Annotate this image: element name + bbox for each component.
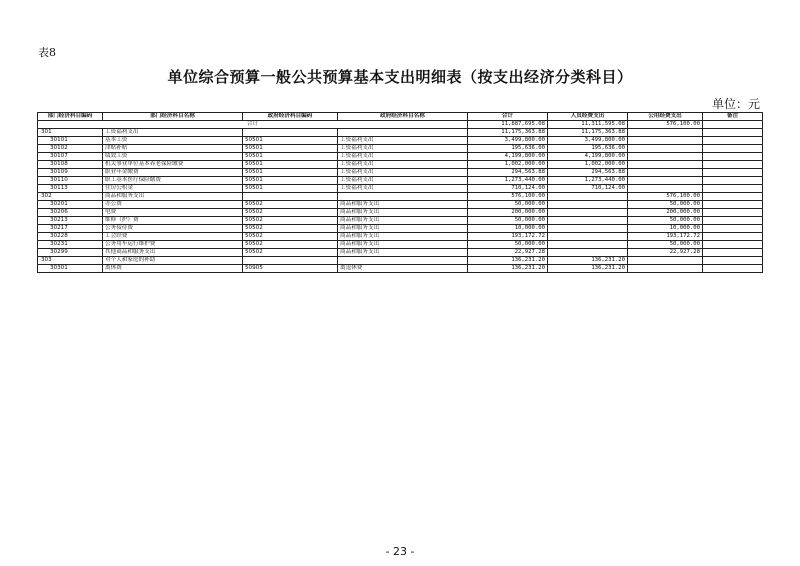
cell-gov-code: 50501 xyxy=(243,177,338,185)
cell-public xyxy=(628,129,703,137)
cell-personnel xyxy=(548,217,628,225)
table-row xyxy=(38,129,763,137)
cell-dept-code: 303 xyxy=(38,257,103,265)
cell-public xyxy=(628,185,703,193)
page-title: 单位综合预算一般公共预算基本支出明细表（按支出经济分类科目） xyxy=(167,68,633,86)
cell-public xyxy=(628,169,703,177)
cell-personnel: 3,499,800.00 xyxy=(548,137,628,145)
cell-dept-code: 30301 xyxy=(38,265,103,273)
cell-dept-name: 离休费 xyxy=(103,265,243,273)
cell-gov-name xyxy=(338,129,468,137)
cell-dept-name: 维修（护）费 xyxy=(103,217,243,225)
header-row xyxy=(38,113,763,121)
cell-gov-code: 50502 xyxy=(243,209,338,217)
cell-total: 50,000.00 xyxy=(468,201,548,209)
cell-personnel: 195,636.00 xyxy=(548,145,628,153)
cell-note xyxy=(703,249,763,257)
header-public: 公用经费支出 xyxy=(628,113,703,121)
cell-note xyxy=(703,241,763,249)
cell-note xyxy=(703,193,763,201)
table-row xyxy=(38,201,763,209)
cell-gov-code: 50905 xyxy=(243,265,338,273)
cell-dept-name: 津贴补贴 xyxy=(103,145,243,153)
cell-gov-code: 50502 xyxy=(243,217,338,225)
table-row xyxy=(38,169,763,177)
cell-total: 4,199,800.00 xyxy=(468,153,548,161)
cell-gov-name: 商品和服务支出 xyxy=(338,249,468,257)
cell-public xyxy=(628,153,703,161)
cell-total: 3,499,800.00 xyxy=(468,137,548,145)
cell-note xyxy=(703,265,763,273)
cell-note xyxy=(703,145,763,153)
cell-gov-name: 工资福利支出 xyxy=(338,161,468,169)
total-note xyxy=(703,121,763,129)
cell-gov-code: 50501 xyxy=(243,153,338,161)
cell-dept-code: 30101 xyxy=(38,137,103,145)
total-personnel: 11,311,595.08 xyxy=(548,121,628,129)
table-row xyxy=(38,177,763,185)
cell-note xyxy=(703,225,763,233)
cell-note xyxy=(703,217,763,225)
table-row xyxy=(38,145,763,153)
table-row xyxy=(38,137,763,145)
cell-dept-code: 30217 xyxy=(38,225,103,233)
cell-note xyxy=(703,233,763,241)
cell-public xyxy=(628,257,703,265)
header-personnel: 人员经费支出 xyxy=(548,113,628,121)
total-row xyxy=(38,121,763,129)
cell-public xyxy=(628,177,703,185)
cell-dept-name: 绩效工资 xyxy=(103,153,243,161)
cell-public: 193,172.72 xyxy=(628,233,703,241)
header-dept-code: 部门经济科目编码 xyxy=(38,113,103,121)
cell-total: 1,273,440.00 xyxy=(468,177,548,185)
table-row xyxy=(38,265,763,273)
cell-gov-code: 50502 xyxy=(243,225,338,233)
cell-gov-name: 工资福利支出 xyxy=(338,145,468,153)
cell-personnel xyxy=(548,193,628,201)
cell-personnel: 136,231.20 xyxy=(548,257,628,265)
table-row xyxy=(38,185,763,193)
cell-personnel: 294,563.88 xyxy=(548,169,628,177)
table-row xyxy=(38,257,763,265)
page-number: - 23 - xyxy=(385,545,415,558)
cell-gov-name: 工资福利支出 xyxy=(338,185,468,193)
cell-gov-code: 50501 xyxy=(243,161,338,169)
cell-personnel xyxy=(548,201,628,209)
cell-dept-name: 商品和服务支出 xyxy=(103,193,243,201)
cell-gov-code xyxy=(243,257,338,265)
table-label: 表8 xyxy=(38,46,56,59)
cell-total: 50,000.00 xyxy=(468,217,548,225)
cell-gov-code: 50501 xyxy=(243,185,338,193)
total-label: 合计 xyxy=(38,121,468,129)
cell-dept-name: 住房公积金 xyxy=(103,185,243,193)
cell-dept-code: 30213 xyxy=(38,217,103,225)
header-note: 备注 xyxy=(703,113,763,121)
cell-gov-name: 商品和服务支出 xyxy=(338,225,468,233)
cell-personnel: 710,124.00 xyxy=(548,185,628,193)
cell-total: 1,002,000.00 xyxy=(468,161,548,169)
cell-gov-name: 商品和服务支出 xyxy=(338,201,468,209)
cell-personnel xyxy=(548,209,628,217)
cell-dept-name: 工会经费 xyxy=(103,233,243,241)
cell-gov-code: 50502 xyxy=(243,249,338,257)
table-row xyxy=(38,241,763,249)
budget-table xyxy=(37,112,763,273)
cell-note xyxy=(703,153,763,161)
cell-gov-code: 50501 xyxy=(243,137,338,145)
cell-dept-name: 办公费 xyxy=(103,201,243,209)
cell-public: 10,000.00 xyxy=(628,225,703,233)
cell-public: 576,100.00 xyxy=(628,193,703,201)
cell-personnel: 4,199,800.00 xyxy=(548,153,628,161)
cell-note xyxy=(703,129,763,137)
unit-label: 单位：元 xyxy=(711,97,760,111)
cell-dept-name: 职工基本医疗保险缴费 xyxy=(103,177,243,185)
table-row xyxy=(38,217,763,225)
cell-total: 576,100.00 xyxy=(468,193,548,201)
cell-dept-code: 30113 xyxy=(38,185,103,193)
cell-gov-name xyxy=(338,257,468,265)
cell-gov-name xyxy=(338,193,468,201)
cell-total: 136,231.20 xyxy=(468,265,548,273)
cell-total: 10,000.00 xyxy=(468,225,548,233)
table-row xyxy=(38,153,763,161)
cell-gov-code: 50502 xyxy=(243,201,338,209)
cell-public: 22,927.28 xyxy=(628,249,703,257)
cell-gov-name: 工资福利支出 xyxy=(338,137,468,145)
cell-total: 200,000.00 xyxy=(468,209,548,217)
cell-dept-code: 30102 xyxy=(38,145,103,153)
cell-note xyxy=(703,209,763,217)
cell-dept-code: 30299 xyxy=(38,249,103,257)
total-amount: 11,887,695.08 xyxy=(468,121,548,129)
cell-note xyxy=(703,185,763,193)
table-row xyxy=(38,209,763,217)
cell-dept-code: 30201 xyxy=(38,201,103,209)
cell-note xyxy=(703,257,763,265)
cell-gov-code: 50501 xyxy=(243,145,338,153)
cell-total: 193,172.72 xyxy=(468,233,548,241)
cell-note xyxy=(703,137,763,145)
cell-gov-code: 50501 xyxy=(243,169,338,177)
cell-personnel: 11,175,363.88 xyxy=(548,129,628,137)
cell-personnel xyxy=(548,241,628,249)
cell-total: 136,231.20 xyxy=(468,257,548,265)
header-gov-code: 政府经济科目编码 xyxy=(243,113,338,121)
cell-dept-code: 30228 xyxy=(38,233,103,241)
cell-dept-name: 工资福利支出 xyxy=(103,129,243,137)
cell-note xyxy=(703,201,763,209)
table-row xyxy=(38,233,763,241)
cell-gov-name: 工资福利支出 xyxy=(338,169,468,177)
cell-gov-code xyxy=(243,193,338,201)
cell-dept-name: 对个人和家庭的补助 xyxy=(103,257,243,265)
cell-personnel xyxy=(548,225,628,233)
cell-dept-code: 30110 xyxy=(38,177,103,185)
table-row xyxy=(38,161,763,169)
cell-dept-code: 30231 xyxy=(38,241,103,249)
cell-dept-code: 301 xyxy=(38,129,103,137)
cell-dept-name: 职业年金缴费 xyxy=(103,169,243,177)
cell-gov-name: 工资福利支出 xyxy=(338,177,468,185)
table-row xyxy=(38,249,763,257)
cell-dept-name: 其他商品和服务支出 xyxy=(103,249,243,257)
cell-note xyxy=(703,161,763,169)
cell-public: 50,000.00 xyxy=(628,241,703,249)
header-dept-name: 部门经济科目名称 xyxy=(103,113,243,121)
header-gov-name: 政府经济科目名称 xyxy=(338,113,468,121)
cell-gov-name: 商品和服务支出 xyxy=(338,209,468,217)
cell-dept-code: 30206 xyxy=(38,209,103,217)
cell-dept-code: 30109 xyxy=(38,169,103,177)
cell-dept-code: 30107 xyxy=(38,153,103,161)
cell-public xyxy=(628,161,703,169)
cell-dept-name: 公务用车运行维护费 xyxy=(103,241,243,249)
cell-personnel xyxy=(548,249,628,257)
cell-note xyxy=(703,169,763,177)
cell-total: 294,563.88 xyxy=(468,169,548,177)
cell-personnel: 1,273,440.00 xyxy=(548,177,628,185)
table-row xyxy=(38,193,763,201)
cell-public: 50,000.00 xyxy=(628,201,703,209)
cell-gov-name: 商品和服务支出 xyxy=(338,241,468,249)
cell-public: 200,000.00 xyxy=(628,209,703,217)
total-public: 576,100.00 xyxy=(628,121,703,129)
cell-public: 50,000.00 xyxy=(628,217,703,225)
cell-personnel: 1,002,000.00 xyxy=(548,161,628,169)
cell-personnel: 136,231.20 xyxy=(548,265,628,273)
cell-public xyxy=(628,137,703,145)
cell-gov-code: 50502 xyxy=(243,241,338,249)
table-row xyxy=(38,225,763,233)
cell-gov-name: 工资福利支出 xyxy=(338,153,468,161)
cell-gov-code: 50502 xyxy=(243,233,338,241)
cell-gov-name: 离退休费 xyxy=(338,265,468,273)
cell-total: 22,927.28 xyxy=(468,249,548,257)
cell-dept-name: 公务接待费 xyxy=(103,225,243,233)
cell-dept-code: 302 xyxy=(38,193,103,201)
cell-dept-code: 30108 xyxy=(38,161,103,169)
cell-dept-name: 基本工资 xyxy=(103,137,243,145)
cell-dept-name: 机关事业单位基本养老保险缴费 xyxy=(103,161,243,169)
header-total: 合计 xyxy=(468,113,548,121)
cell-public xyxy=(628,265,703,273)
cell-dept-name: 电费 xyxy=(103,209,243,217)
cell-gov-name: 商品和服务支出 xyxy=(338,233,468,241)
cell-gov-code xyxy=(243,129,338,137)
cell-public xyxy=(628,145,703,153)
cell-gov-name: 商品和服务支出 xyxy=(338,217,468,225)
cell-note xyxy=(703,177,763,185)
cell-total: 195,636.00 xyxy=(468,145,548,153)
cell-total: 710,124.00 xyxy=(468,185,548,193)
cell-total: 50,000.00 xyxy=(468,241,548,249)
cell-personnel xyxy=(548,233,628,241)
cell-total: 11,175,363.88 xyxy=(468,129,548,137)
